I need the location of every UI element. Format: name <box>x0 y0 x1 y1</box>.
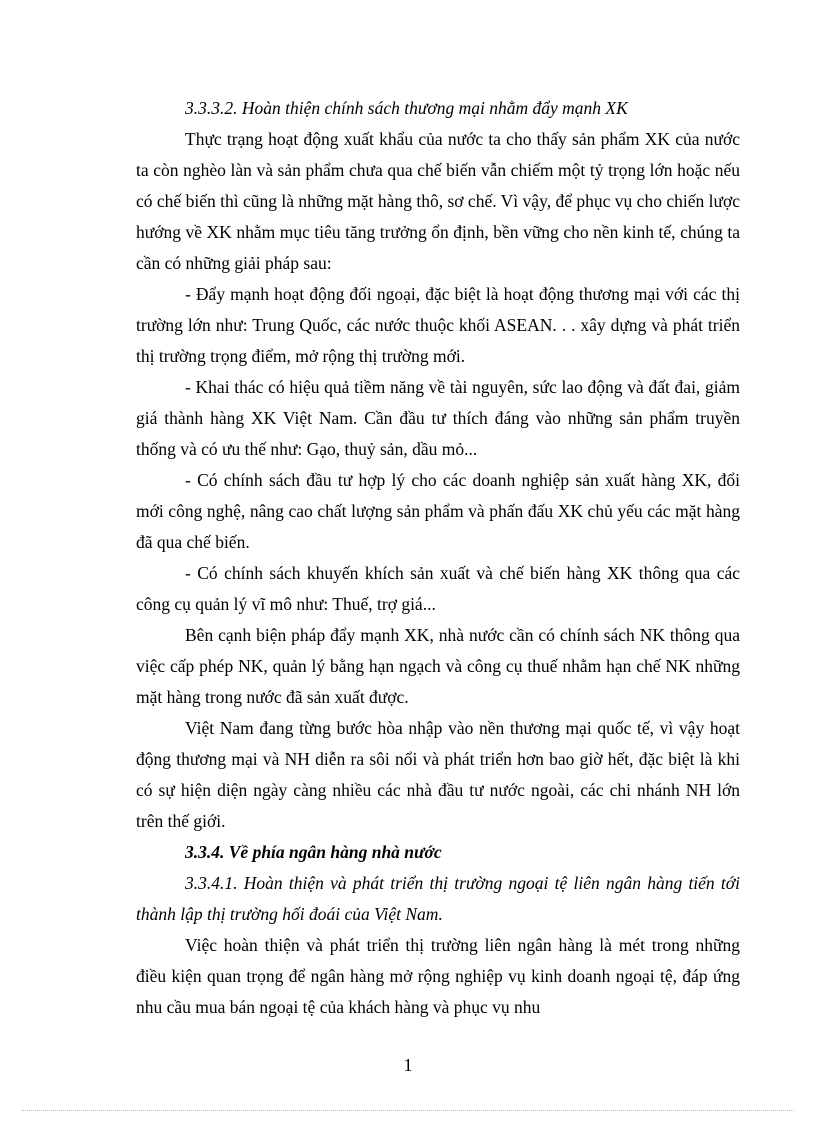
paragraph-interbank-market: Việc hoàn thiện và phát triển thị trường liên ngân hàng là mét trong những điều kiện quan trọng để ngân hàng mở rộng nghiệp vụ kinh doanh ngoại tệ, đáp ứng nhu cầu mua bán ngoại tệ của khách hàng và phục vụ nhu <box>136 935 740 1017</box>
bullet-foreign-relations: - Đẩy mạnh hoạt động đối ngoại, đặc biệt là hoạt động thương mại với các thị trường lớn như: Trung Quốc, các nước thuộc khối ASEAN. . . xây dựng và phát triển thị trường trọng điểm, mở rộng thị trường mới. <box>136 284 740 366</box>
section-heading-3-3-4-1: 3.3.4.1. Hoàn thiện và phát triển thị trường ngoại tệ liên ngân hàng tiến tới thành lập thị trường hối đoái của Việt Nam. <box>136 873 740 924</box>
section-heading-3-3-4: 3.3.4. Về phía ngân hàng nhà nước <box>185 842 442 862</box>
page-bottom-divider <box>22 1110 794 1111</box>
section-heading-3-3-3-2: 3.3.3.2. Hoàn thiện chính sách thương mại nhằm đẩy mạnh XK <box>185 98 628 118</box>
paragraph-vietnam-integration: Việt Nam đang từng bước hòa nhập vào nền thương mại quốc tế, vì vậy hoạt động thương mại và NH diễn ra sôi nổi và phát triển hơn bao giờ hết, đặc biệt là khi có sự hiện diện ngày càng nhiều các nhà đầu tư nước ngoài, các chi nhánh NH lớn trên thế giới. <box>136 718 740 831</box>
paragraph-export-situation: Thực trạng hoạt động xuất khẩu của nước ta cho thấy sản phẩm XK của nước ta còn nghèo làn và sản phẩm chưa qua chế biến vẫn chiếm một tỷ trọng lớn hoặc nếu có chế biến thì cũng là những mặt hàng thô, sơ chế. Vì vậy, để phục vụ cho chiến lược hướng về XK nhằm mục tiêu tăng trưởng ổn định, bền vững cho nền kinh tế, chúng ta cần có những giải pháp sau: <box>136 129 740 273</box>
bullet-resource-exploitation: - Khai thác có hiệu quả tiềm năng về tài nguyên, sức lao động và đất đai, giảm giá thành hàng XK Việt Nam. Cần đầu tư thích đáng vào những sản phẩm truyền thống và có ưu thế như: Gạo, thuỷ sản, dầu mỏ... <box>136 377 740 459</box>
document-body <box>136 93 740 1023</box>
page-number: 1 <box>403 1055 413 1075</box>
paragraph-import-policy: Bên cạnh biện pháp đẩy mạnh XK, nhà nước cần có chính sách NK thông qua việc cấp phép NK, quản lý bằng hạn ngạch và công cụ thuế nhằm hạn chế NK những mặt hàng trong nước đã sản xuất được. <box>136 625 740 707</box>
bullet-production-incentives: - Có chính sách khuyến khích sản xuất và chế biến hàng XK thông qua các công cụ quản lý vĩ mô như: Thuế, trợ giá... <box>136 563 740 614</box>
bullet-investment-policy: - Có chính sách đầu tư hợp lý cho các doanh nghiệp sản xuất hàng XK, đổi mới công nghệ, nâng cao chất lượng sản phẩm và phấn đấu XK chủ yếu các mặt hàng đã qua chế biến. <box>136 470 740 552</box>
